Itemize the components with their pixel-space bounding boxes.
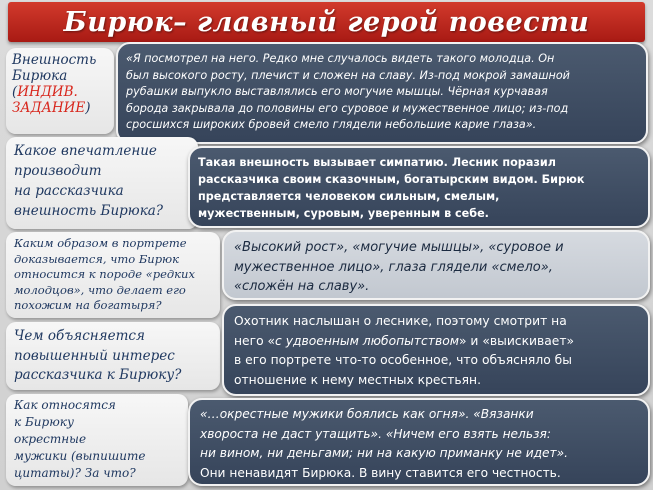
answer-line: борода закрывала до половины его суровое и мужественное лицо; из-под (126, 101, 569, 115)
answer-line: Охотник наслышан о леснике, поэтому смотрит на (234, 314, 567, 328)
question-box-interest (6, 322, 220, 390)
quote-italic: с удвоенным любопытством (275, 333, 459, 348)
answer-box-peasants (188, 398, 650, 486)
answer-line: мужественным, суровым, уверенным в себе. (198, 207, 489, 220)
question-line: рассказчика к Бирюку? (14, 367, 182, 383)
answer-line: «сложён на славу». (234, 279, 370, 294)
answer-box-hero-traits (222, 230, 650, 300)
answer-line: был высокого росту, плечист и сложен на славу. Из-под мокрой замашной (126, 68, 570, 82)
question-line: на рассказчика (14, 183, 124, 199)
close-paren: ) (85, 100, 91, 116)
question-box-peasants (6, 394, 188, 486)
answer-line: отношение к нему местных крестьян. (234, 372, 481, 387)
question-box-impression (6, 137, 198, 229)
open-paren: ( (12, 84, 18, 100)
title-banner (8, 2, 645, 42)
question-line: производит (14, 163, 102, 179)
answer-box-appearance (116, 42, 648, 144)
question-line: Какое впечатление (14, 143, 157, 159)
answer-line: рубашки выпукло выставлялись его могучие мышцы. Чёрная курчавая (126, 85, 548, 98)
answer-line: него «с удвоенным любопытством» и «выискивает» (234, 333, 575, 348)
answer-box-interest (222, 304, 650, 396)
question-box-appearance (6, 48, 114, 134)
question-line: молодцов», что делает его (14, 282, 186, 297)
answer-line: представляется человеком сильным, смелым, (198, 190, 500, 203)
answer-box-impression (188, 146, 650, 228)
answer-line: «Я посмотрел на него. Редко мне случалось видеть такого молодца. Он (126, 52, 555, 65)
answer-line: «…окрестные мужики боялись как огня». «Вязанки (200, 407, 534, 421)
answer-line: «Высокий рост», «могучие мышцы», «суровое и (234, 240, 564, 255)
task-label: ЗАДАНИЕ (12, 100, 86, 116)
question-line: Каким образом в портрете (14, 236, 187, 250)
answer-line: хвороста не даст утащить». «Ничем его взять нельзя: (200, 426, 551, 441)
answer-line: в его портрете что-то особенное, что объясняло бы (234, 353, 572, 367)
answer-line: ни вином, ни деньгами; ни на какую приманку не идет». (200, 446, 569, 460)
answer-line: Они ненавидят Бирюка. В вину ставится его честность. (200, 465, 561, 480)
question-line: мужики (выпишите (14, 449, 146, 463)
answer-line: сросшихся широких бровей смело глядели небольшие карие глаза». (126, 118, 537, 131)
question-line: повышенный интерес (14, 347, 175, 364)
individual-task-line (12, 84, 108, 100)
answer-line: Такая внешность вызывает симпатию. Лесник поразил (198, 156, 556, 169)
question-line: похожим на богатыря? (14, 298, 162, 312)
question-line: цитаты)? За что? (14, 466, 136, 480)
question-line: доказывается, что Бирюк (14, 251, 180, 266)
question-line: окрестные (14, 432, 87, 446)
question-line: относится к породе «редких (14, 267, 195, 281)
question-line: внешность Бирюка? (14, 203, 164, 219)
answer-line: рассказчика своим сказочным, богатырским видом. Бирюк (198, 173, 585, 186)
question-box-hero-traits (6, 232, 220, 318)
question-line: Бирюка (12, 68, 68, 84)
answer-line: мужественное лицо», глаза глядели «смело», (234, 259, 553, 275)
question-line: Чем объясняется (14, 328, 145, 344)
question-line: Как относятся (14, 398, 116, 412)
question-line: к Бирюку (14, 415, 74, 429)
individual-task-label: ИНДИВ. (17, 84, 78, 100)
task-line (12, 100, 108, 116)
question-line: Внешность (12, 52, 97, 68)
page-title: Бирюк– главный герой повести (63, 6, 590, 38)
